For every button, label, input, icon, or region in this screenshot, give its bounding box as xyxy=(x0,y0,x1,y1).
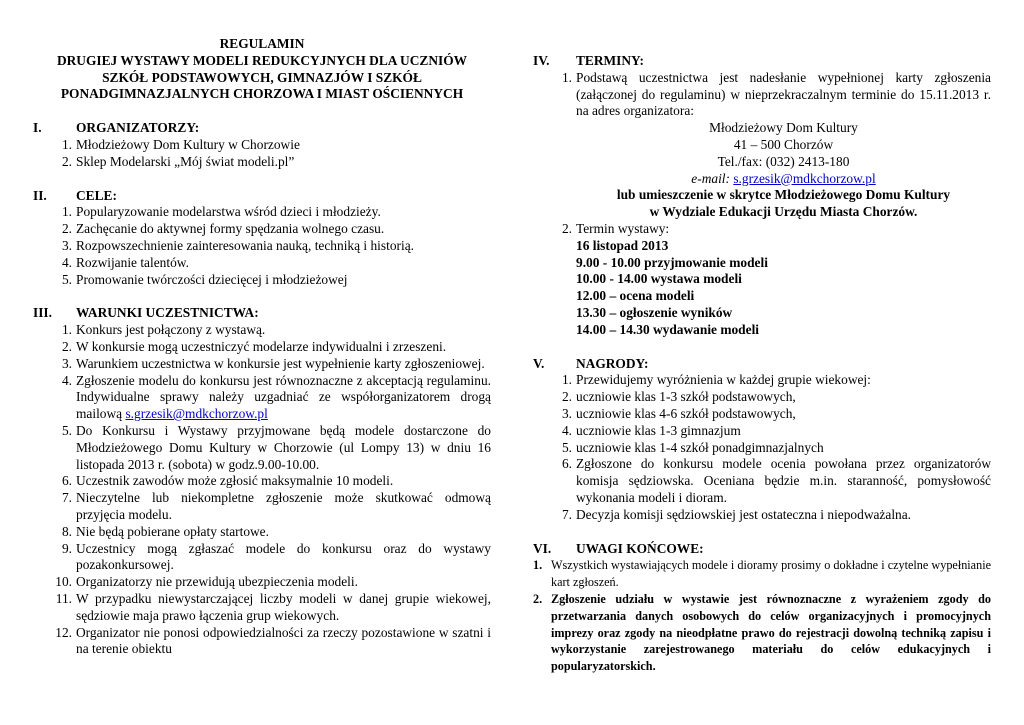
list-item: 1. Przewidujemy wyróżnienia w każdej grupie wiekowej: xyxy=(561,372,871,388)
section-heading xyxy=(533,356,991,373)
section-number: VI. xyxy=(533,540,552,556)
awards-list xyxy=(533,372,991,523)
address-line: Tel./fax: (032) 2413-180 xyxy=(717,153,850,169)
section-final-remarks xyxy=(533,541,991,675)
alt-delivery-line: lub umieszczenie w skrytce Młodzieżowego Domu Kultury xyxy=(616,187,951,203)
title-line-1: REGULAMIN xyxy=(219,36,305,51)
address-line: Młodzieżowy Dom Kultury xyxy=(709,120,858,136)
section-number: V. xyxy=(533,355,545,371)
list-item: 12. Organizator nie ponosi odpowiedzialności za rzeczy pozostawione w szatni i na terenie obiektu xyxy=(55,624,491,657)
document-title xyxy=(33,36,491,103)
right-column xyxy=(533,36,991,675)
list-item: 1. Podstawą uczestnictwa jest nadesłanie wypełnionej karty zgłoszenia (załączonej do regulaminu) w nieprzekraczalnym terminie do 15.11.2013 r. na adres organizatora: xyxy=(561,69,991,119)
list-item: 2. W konkursie mogą uczestniczyć modelarze indywidualni i zrzeszeni. xyxy=(61,338,447,354)
schedule-line: 10.00 - 14.00 wystawa modeli xyxy=(576,271,742,287)
goals-list xyxy=(33,204,491,288)
section-heading xyxy=(33,188,491,205)
deadlines-list xyxy=(533,70,991,120)
list-item: 1. Młodzieżowy Dom Kultury w Chorzowie xyxy=(61,136,300,152)
organizers-list xyxy=(33,137,491,171)
section-title: UWAGI KOŃCOWE: xyxy=(576,540,704,556)
list-item: 3. Rozpowszechnienie zainteresowania nauką, techniką i historią. xyxy=(61,237,414,253)
list-item: 11. W przypadku niewystarczającej liczby modeli w danej grupie wiekowej, sędziowie maja prawo łączenia grup wiekowych. xyxy=(55,590,491,623)
section-title: TERMINY: xyxy=(576,53,644,68)
list-item: 7. Nieczytelne lub niekompletne zgłoszenie może skutkować odmową przyjęcia modelu. xyxy=(61,490,491,522)
title-line-3: SZKÓŁ PODSTAWOWYCH, GIMNAZJÓW I SZKÓŁ xyxy=(102,69,422,85)
section-deadlines xyxy=(533,53,991,339)
list-item: 6. Uczestnik zawodów może zgłosić maksymalnie 10 modeli. xyxy=(61,473,394,489)
section-number: II. xyxy=(33,187,47,203)
address-line: 41 – 500 Chorzów xyxy=(733,136,834,152)
section-heading xyxy=(533,541,991,558)
remarks-list xyxy=(533,557,991,675)
list-item: 7. Decyzja komisji sędziowskiej jest ostateczna i niepodważalna. xyxy=(561,506,912,522)
section-heading xyxy=(33,305,491,322)
list-item: 3. uczniowie klas 4-6 szkół podstawowych, xyxy=(561,405,796,421)
section-number: III. xyxy=(33,305,52,321)
section-heading xyxy=(533,53,991,70)
list-item: 2. Sklep Modelarski „Mój świat modeli.pl” xyxy=(61,153,295,169)
list-item: 10. Organizatorzy nie przewidują ubezpieczenia modeli. xyxy=(55,574,358,590)
schedule-line: 16 listopad 2013 xyxy=(576,237,669,253)
list-item: 1. Popularyzowanie modelarstwa wśród dzieci i młodzieży. xyxy=(61,204,381,220)
list-item: 1. Konkurs jest połączony z wystawą. xyxy=(61,322,266,338)
list-item: 5. Promowanie twórczości dziecięcej i młodzieżowej xyxy=(61,271,348,287)
section-title: CELE: xyxy=(76,187,117,203)
organizer-address xyxy=(533,120,991,221)
list-item: 3. Warunkiem uczestnictwa w konkursie jest wypełnienie karty zgłoszeniowej. xyxy=(61,355,485,371)
schedule-line: 14.00 – 14.30 wydawanie modeli xyxy=(576,321,760,337)
list-item: 8. Nie będą pobierane opłaty startowe. xyxy=(61,523,269,539)
section-conditions xyxy=(33,305,491,658)
schedule-line: 9.00 - 10.00 przyjmowanie modeli xyxy=(576,254,768,270)
email-link[interactable]: s.grzesik@mdkchorzow.pl xyxy=(125,406,268,422)
section-title: ORGANIZATORZY: xyxy=(76,120,200,136)
email-label: e-mail: xyxy=(691,170,734,186)
list-item: 6. Zgłoszone do konkursu modele ocenia powołana przez organizatorów komisja sędziowska. Oceniana będzie m.in. staranność, pomysłowość wykonania modeli i dioram. xyxy=(561,456,991,505)
list-item: 2. Zachęcanie do aktywnej formy spędzania wolnego czasu. xyxy=(61,221,385,237)
list-item: 1. Wszystkich wystawiających modele i dioramy prosimy o dokładne i czytelne wypełnianie kart zgłoszeń. xyxy=(533,558,991,590)
section-title: WARUNKI UCZESTNICTWA: xyxy=(76,305,259,321)
section-organizers xyxy=(33,120,491,170)
schedule-line: 12.00 – ocena modeli xyxy=(576,288,695,304)
list-item: 4. Rozwijanie talentów. xyxy=(61,254,189,270)
section-awards xyxy=(533,356,991,524)
section-goals xyxy=(33,188,491,289)
list-item: 5. Do Konkursu i Wystawy przyjmowane będą modele dostarczone do Młodzieżowego Domu Kultury w Chorzowie (ul Lompy 13) w dniu 16 listopada 2013 r. (sobota) w godz.9.00-10.00. xyxy=(61,422,491,472)
section-number: I. xyxy=(33,120,42,136)
title-line-2: DRUGIEJ WYSTAWY MODELI REDUKCYJNYCH DLA UCZNIÓW xyxy=(56,52,468,68)
schedule-line: 13.30 – ogłoszenie wyników xyxy=(576,304,733,320)
list-item: 2. Termin wystawy: xyxy=(561,220,670,236)
section-title: NAGRODY: xyxy=(576,355,649,371)
list-item: 9. Uczestnicy mogą zgłaszać modele do konkursu oraz do wystawy pozakonkursowej. xyxy=(61,540,491,573)
left-column xyxy=(33,36,491,658)
email-link[interactable]: s.grzesik@mdkchorzow.pl xyxy=(733,170,876,186)
list-item: 2. uczniowie klas 1-3 szkół podstawowych, xyxy=(561,389,796,405)
title-line-4: PONADGIMNAZJALNYCH CHORZOWA I MIAST OŚCIENNYCH xyxy=(60,86,464,102)
deadlines-list-2 xyxy=(533,221,991,238)
alt-delivery-line: w Wydziale Edukacji Urzędu Miasta Chorzów. xyxy=(649,204,918,220)
conditions-list xyxy=(33,322,491,658)
list-item: 2. Zgłoszenie udziału w wystawie jest równoznaczne z wyrażeniem zgody do przetwarzania danych osobowych do celów organizacyjnych i promocyjnych imprezy oraz zgody na nieodpłatne prawo do rejestracji dowolną techniką zapisu i wykorzystanie zarejestrowanego materiału do celów edukacyjnych i popularyzatorskich. xyxy=(533,591,991,674)
email-line xyxy=(576,171,991,188)
section-number: IV. xyxy=(533,53,550,68)
exhibition-schedule xyxy=(533,238,991,339)
section-heading xyxy=(33,120,491,137)
list-item: 4. uczniowie klas 1-3 gimnazjum xyxy=(561,422,741,438)
list-item: 4. Zgłoszenie modelu do konkursu jest równoznaczne z akceptacją regulaminu. Indywidualne sprawy należy uzgadniać ze współorganizatorem drogą mailową s.grzesik@mdkchorzow.pl xyxy=(61,372,491,422)
list-item: 5. uczniowie klas 1-4 szkół ponadgimnazjalnych xyxy=(561,439,824,455)
